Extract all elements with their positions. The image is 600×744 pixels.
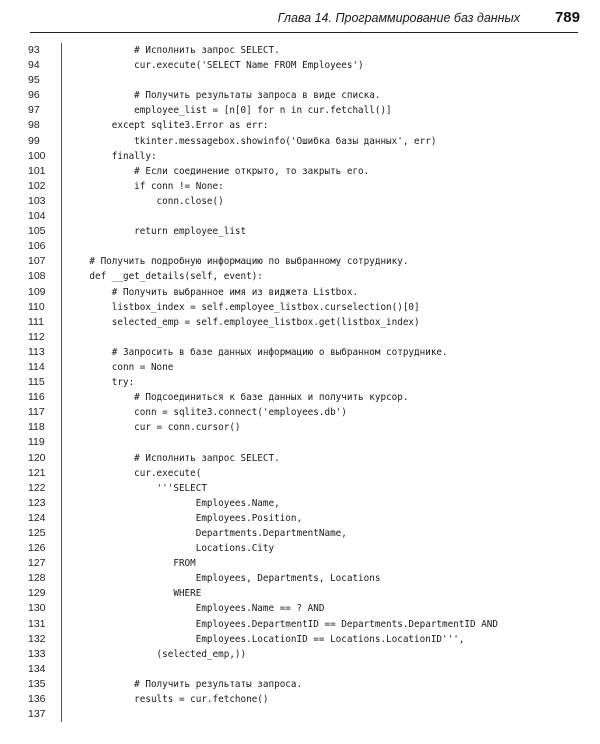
line-number: 96 (28, 89, 40, 102)
code-line (28, 511, 580, 526)
line-number-separator (61, 118, 62, 133)
code-line (28, 88, 580, 103)
line-number-separator (61, 677, 62, 692)
line-number-separator (61, 692, 62, 707)
line-number: 124 (28, 511, 46, 524)
line-number: 93 (28, 44, 40, 56)
line-number: 94 (28, 59, 40, 72)
code-text: cur.execute( (67, 467, 202, 479)
code-text: # Исполнить запрос SELECT. (67, 45, 280, 56)
code-line (28, 375, 580, 390)
code-line (28, 134, 580, 149)
line-number-separator (61, 647, 62, 662)
code-line (28, 526, 580, 541)
line-number-separator (61, 73, 62, 88)
code-line (28, 617, 580, 632)
code-text: cur.execute('SELECT Name FROM Employees') (67, 60, 364, 72)
code-text: (selected_emp,)) (67, 648, 247, 660)
line-number-separator (61, 617, 62, 632)
line-number: 105 (28, 225, 46, 238)
code-text: # Получить результаты запроса в виде списка. (67, 90, 381, 102)
line-number-separator (61, 481, 62, 496)
line-number: 130 (28, 602, 46, 615)
line-number: 118 (28, 421, 45, 434)
code-text: Employees.Position, (67, 512, 303, 524)
code-text: # Подсоединиться к базе данных и получить курсор. (67, 392, 409, 404)
line-number-separator (61, 300, 62, 315)
code-text: # Получить подробную информацию по выбранному сотруднику. (67, 256, 409, 268)
code-line (28, 209, 580, 224)
code-line (28, 677, 580, 692)
line-number: 117 (28, 406, 45, 419)
line-number-separator (61, 601, 62, 616)
line-number: 111 (28, 315, 44, 328)
line-number: 125 (28, 527, 46, 539)
line-number-separator (61, 405, 62, 420)
line-number-separator (61, 466, 62, 481)
line-number-separator (61, 164, 62, 179)
line-number: 133 (28, 647, 46, 660)
code-line (28, 647, 580, 662)
line-number-separator (61, 285, 62, 300)
code-line (28, 571, 580, 586)
code-text: conn = None (67, 361, 174, 373)
code-line (28, 315, 580, 330)
line-number: 115 (28, 376, 45, 389)
line-number: 108 (28, 270, 46, 283)
code-text: listbox_index = self.employee_listbox.curselection()[0] (67, 301, 420, 313)
line-number-separator (61, 269, 62, 284)
code-text: FROM (67, 558, 196, 570)
code-line (28, 390, 580, 405)
line-number: 137 (28, 708, 46, 721)
code-text: '''SELECT (67, 482, 207, 494)
code-line (28, 345, 580, 360)
code-text: conn.close() (67, 195, 224, 207)
code-text: def __get_details(self, event): (67, 271, 263, 283)
line-number: 106 (28, 240, 46, 253)
line-number-separator (61, 88, 62, 103)
code-line (28, 300, 580, 315)
code-text: if conn != None: (67, 180, 224, 192)
line-number-separator (61, 43, 62, 58)
line-number: 109 (28, 285, 46, 298)
code-line (28, 420, 580, 435)
code-line (28, 73, 580, 88)
line-number: 135 (28, 677, 46, 690)
line-number: 121 (28, 466, 46, 479)
line-number-separator (61, 315, 62, 330)
line-number-separator (61, 662, 62, 677)
line-number-separator (61, 179, 62, 194)
line-number: 97 (28, 104, 40, 117)
line-number: 101 (28, 164, 46, 177)
code-text: Locations.City (67, 543, 275, 555)
running-header (28, 9, 580, 29)
code-text: Departments.DepartmentName, (67, 528, 347, 539)
code-line (28, 43, 580, 58)
code-text: Employees.DepartmentID == Departments.DepartmentID AND (67, 618, 498, 630)
line-number: 120 (28, 451, 46, 464)
line-number-separator (61, 511, 62, 526)
line-number-separator (61, 390, 62, 405)
code-line (28, 269, 580, 284)
line-number: 126 (28, 542, 46, 555)
line-number: 128 (28, 572, 46, 585)
code-text: WHERE (67, 588, 202, 600)
code-line (28, 194, 580, 209)
line-number-separator (61, 58, 62, 73)
code-line (28, 285, 580, 300)
code-text: # Запросить в базе данных информацию о выбранном сотруднике. (67, 346, 448, 358)
line-number: 131 (28, 617, 46, 630)
code-line (28, 118, 580, 133)
line-number-separator (61, 571, 62, 586)
line-number: 107 (28, 255, 46, 268)
line-number-separator (61, 420, 62, 435)
code-text: tkinter.messagebox.showinfo('Ошибка базы данных', err) (67, 135, 437, 147)
line-number-separator (61, 103, 62, 118)
line-number: 116 (28, 391, 45, 404)
code-text: # Получить результаты запроса. (67, 678, 303, 690)
code-line (28, 601, 580, 616)
code-text: except sqlite3.Error as err: (67, 120, 269, 132)
line-number-separator (61, 209, 62, 224)
code-line (28, 632, 580, 647)
code-line (28, 435, 580, 450)
line-number-separator (61, 707, 62, 722)
line-number-separator (61, 345, 62, 360)
code-text: Employees.Name, (67, 497, 280, 509)
line-number-separator (61, 586, 62, 601)
line-number-separator (61, 632, 62, 647)
line-number: 98 (28, 119, 40, 132)
code-text: employee_list = [n[0] for n in cur.fetchall()] (67, 105, 392, 117)
line-number: 129 (28, 587, 46, 600)
code-line (28, 239, 580, 254)
line-number: 114 (28, 360, 45, 373)
code-line (28, 692, 580, 707)
header-divider (30, 32, 578, 33)
line-number-separator (61, 254, 62, 269)
line-number: 127 (28, 557, 46, 570)
line-number: 136 (28, 693, 46, 706)
line-number-separator (61, 451, 62, 466)
code-line (28, 224, 580, 239)
line-number-separator (61, 149, 62, 164)
code-text: results = cur.fetchone() (67, 694, 269, 706)
code-text: cur = conn.cursor() (67, 422, 241, 434)
code-text: try: (67, 377, 135, 389)
line-number: 100 (28, 149, 46, 162)
code-text: conn = sqlite3.connect('employees.db') (67, 407, 347, 419)
code-line (28, 58, 580, 73)
line-number: 102 (28, 179, 46, 192)
line-number: 112 (28, 330, 45, 343)
line-number: 119 (28, 436, 45, 449)
line-number-separator (61, 375, 62, 390)
code-text: # Если соединение открыто, то закрыть его. (67, 165, 370, 177)
line-number: 103 (28, 194, 46, 207)
line-number-separator (61, 194, 62, 209)
line-number-separator (61, 526, 62, 541)
code-line (28, 103, 580, 118)
code-text: # Исполнить запрос SELECT. (67, 452, 280, 464)
code-line (28, 164, 580, 179)
code-line (28, 149, 580, 164)
code-line (28, 556, 580, 571)
code-text: return employee_list (67, 226, 247, 238)
code-text: Employees.Name == ? AND (67, 603, 325, 615)
line-number-separator (61, 435, 62, 450)
line-number-separator (61, 134, 62, 149)
code-line (28, 254, 580, 269)
line-number-separator (61, 330, 62, 345)
chapter-title: Глава 14. Программирование баз данных (277, 11, 520, 25)
line-number-separator (61, 360, 62, 375)
line-number-separator (61, 224, 62, 239)
code-line (28, 360, 580, 375)
line-number-separator (61, 556, 62, 571)
code-line (28, 707, 580, 722)
code-line (28, 405, 580, 420)
code-text: finally: (67, 150, 157, 162)
code-line (28, 481, 580, 496)
code-text: # Получить выбранное имя из виджета Listbox. (67, 286, 359, 298)
code-text: Employees.LocationID == Locations.LocationID''', (67, 633, 465, 645)
line-number: 134 (28, 662, 46, 675)
code-line (28, 541, 580, 556)
line-number: 95 (28, 74, 40, 87)
code-line (28, 179, 580, 194)
line-number-separator (61, 496, 62, 511)
line-number: 113 (28, 345, 45, 358)
line-number-separator (61, 239, 62, 254)
code-line (28, 451, 580, 466)
code-line (28, 662, 580, 677)
code-text: selected_emp = self.employee_listbox.get(listbox_index) (67, 316, 420, 328)
code-line (28, 496, 580, 511)
line-number: 123 (28, 496, 46, 509)
line-number: 132 (28, 632, 46, 645)
code-text: Employees, Departments, Locations (67, 573, 381, 585)
code-listing (28, 43, 580, 722)
line-number: 110 (28, 300, 45, 313)
page-number: 789 (554, 9, 580, 26)
line-number-separator (61, 541, 62, 556)
line-number: 99 (28, 134, 40, 147)
line-number: 122 (28, 481, 46, 494)
code-line (28, 330, 580, 345)
line-number: 104 (28, 210, 46, 223)
code-line (28, 466, 580, 481)
code-line (28, 586, 580, 601)
